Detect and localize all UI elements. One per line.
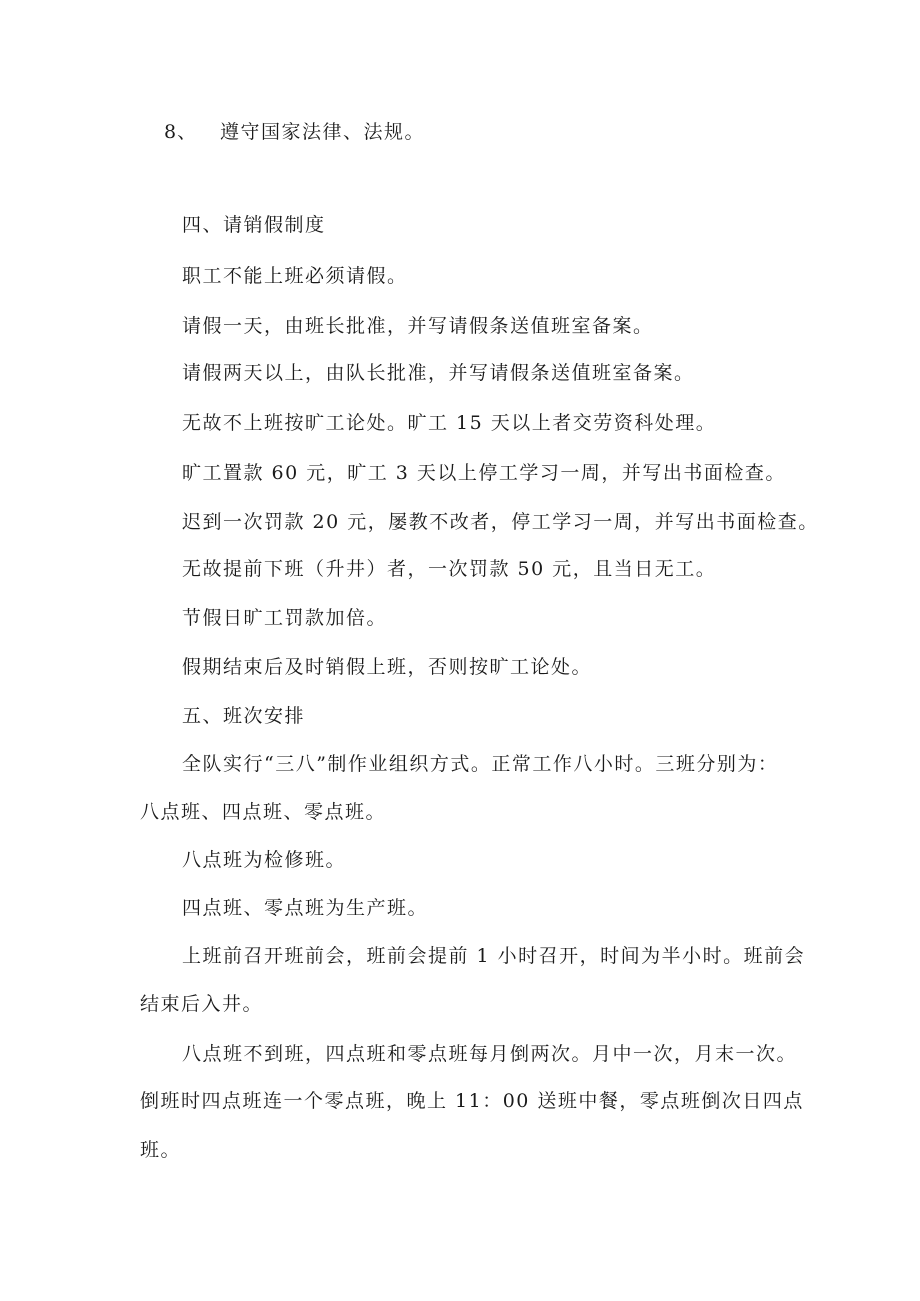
paragraph: 职工不能上班必须请假。 [182,265,408,287]
paragraph: 八点班不到班，四点班和零点班每月倒两次。月中一次，月末一次。 [182,1043,798,1065]
paragraph: 节假日旷工罚款加倍。 [182,607,388,629]
paragraph: 上班前召开班前会，班前会提前 1 小时召开，时间为半小时。班前会 [182,945,806,967]
paragraph: 全队实行“三八”制作业组织方式。正常工作八小时。三班分别为： [182,753,779,775]
paragraph: 八点班为检修班。 [182,849,347,871]
paragraph: 假期结束后及时销假上班，否则按旷工论处。 [182,656,593,678]
paragraph-continuation: 班。 [140,1139,182,1161]
paragraph: 请假两天以上，由队长批准，并写请假条送值班室备案。 [182,362,695,384]
section-heading-shift-arrangement: 五、班次安排 [182,705,306,727]
paragraph: 旷工置款 60 元，旷工 3 天以上停工学习一周，并写出书面检查。 [182,462,786,484]
list-item-text: 遵守国家法律、法规。 [220,121,426,143]
list-item-number: 8、 [164,121,198,143]
paragraph: 迟到一次罚款 20 元，屡教不改者，停工学习一周，并写出书面检查。 [182,511,819,533]
paragraph: 请假一天，由班长批准，并写请假条送值班室备案。 [182,315,654,337]
paragraph-continuation: 倒班时四点班连一个零点班，晚上 11：00 送班中餐，零点班倒次日四点 [140,1090,804,1112]
paragraph-continuation: 结束后入井。 [140,993,264,1015]
paragraph: 四点班、零点班为生产班。 [182,897,429,919]
section-heading-leave-policy: 四、请销假制度 [182,214,326,236]
paragraph: 无故提前下班（升井）者，一次罚款 50 元，且当日无工。 [182,558,717,580]
paragraph: 无故不上班按旷工论处。旷工 15 天以上者交劳资科处理。 [182,412,717,434]
paragraph-continuation: 八点班、四点班、零点班。 [140,801,387,823]
